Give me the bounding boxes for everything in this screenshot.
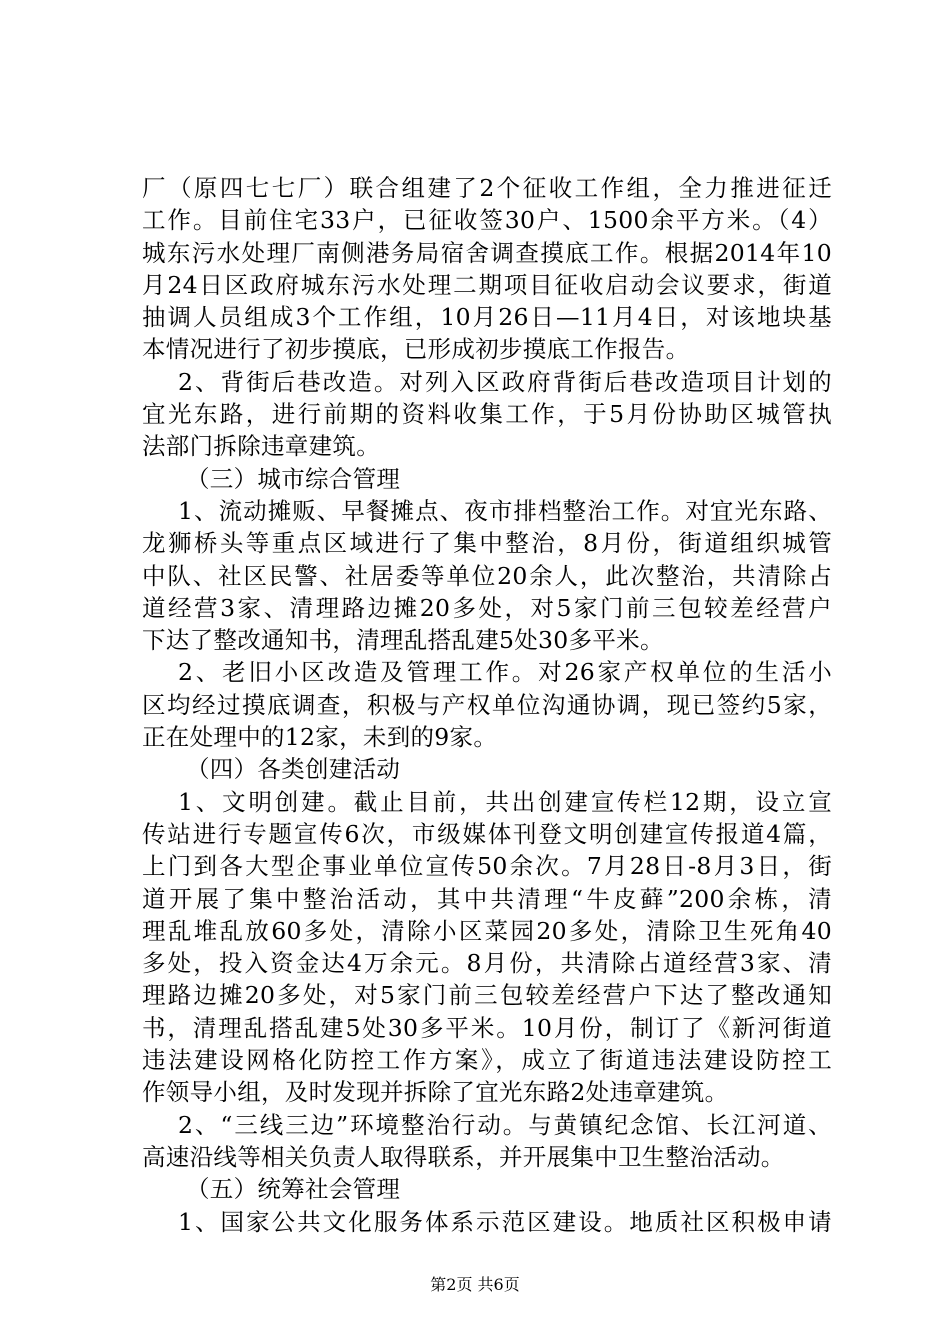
text-line: 多处，投入资金达4万余元。8月份，共清除占道经营3家、清 xyxy=(142,949,832,978)
text-line: 1、文明创建。截止目前，共出创建宣传栏12期，设立宣 xyxy=(178,787,832,816)
text-line: 道经营3家、清理路边摊20多处，对5家门前三包较差经营户 xyxy=(142,593,832,622)
text-line: 区均经过摸底调查，积极与产权单位沟通协调，现已签约5家， xyxy=(142,690,832,719)
text-line: （四）各类创建活动 xyxy=(186,755,401,784)
text-line: 2、背街后巷改造。对列入区政府背街后巷改造项目计划的 xyxy=(178,367,832,396)
text-line: 下达了整改通知书，清理乱搭乱建5处30多平米。 xyxy=(142,626,664,655)
text-line: （五）统筹社会管理 xyxy=(186,1175,401,1204)
text-line: 本情况进行了初步摸底，已形成初步摸底工作报告。 xyxy=(142,335,690,364)
text-line: 1、流动摊贩、早餐摊点、夜市排档整治工作。对宜光东路、 xyxy=(178,496,832,525)
text-line: 龙狮桥头等重点区域进行了集中整治，8月份，街道组织城管 xyxy=(142,529,832,558)
text-line: 1、国家公共文化服务体系示范区建设。地质社区积极申请 xyxy=(178,1207,832,1236)
text-line: 书，清理乱搭乱建5处30多平米。10月份，制订了《新河街道 xyxy=(142,1013,832,1042)
page-footer: 第2页 共6页 xyxy=(430,1275,520,1294)
text-line: 2、“三线三边”环境整治行动。与黄镇纪念馆、长江河道、 xyxy=(178,1110,832,1139)
text-line: 工作。目前住宅33户，已征收签30户、1500余平方米。（4） xyxy=(142,206,832,235)
text-line: 高速沿线等相关负责人取得联系，并开展集中卫生整治活动。 xyxy=(142,1142,785,1171)
body-text xyxy=(142,172,832,1238)
text-line: 传站进行专题宣传6次，市级媒体刊登文明创建宣传报道4篇， xyxy=(142,819,832,848)
text-line: 违法建设网格化防控工作方案》，成立了街道违法建设防控工 xyxy=(142,1046,832,1075)
text-line: 理乱堆乱放60多处，清除小区菜园20多处，清除卫生死角40 xyxy=(142,916,832,945)
text-line: 道开展了集中整治活动，其中共清理“牛皮藓”200余栋，清 xyxy=(142,884,832,913)
text-line: 法部门拆除违章建筑。 xyxy=(142,432,380,461)
text-line: 厂（原四七七厂）联合组建了2个征收工作组，全力推进征迁 xyxy=(142,174,832,202)
text-line: （三）城市综合管理 xyxy=(186,464,401,493)
text-line: 宜光东路，进行前期的资料收集工作，于5月份协助区城管执 xyxy=(142,400,832,429)
text-line: 城东污水处理厂南侧港务局宿舍调查摸底工作。根据2014年10 xyxy=(142,238,832,267)
text-line: 理路边摊20多处，对5家门前三包较差经营户下达了整改通知 xyxy=(142,981,832,1010)
text-line: 作领导小组，及时发现并拆除了宜光东路2处违章建筑。 xyxy=(142,1078,729,1107)
text-line: 中队、社区民警、社居委等单位20余人，此次整治，共清除占 xyxy=(142,561,832,590)
text-line: 2、老旧小区改造及管理工作。对26家产权单位的生活小 xyxy=(178,658,832,687)
text-line: 正在处理中的12家，未到的9家。 xyxy=(142,723,498,752)
text-line: 月24日区政府城东污水处理二期项目征收启动会议要求，街道 xyxy=(142,270,832,299)
text-line: 抽调人员组成3个工作组，10月26日—11月4日，对该地块基 xyxy=(142,303,832,332)
text-line: 上门到各大型企事业单位宣传50余次。7月28日-8月3日，街 xyxy=(142,852,832,881)
